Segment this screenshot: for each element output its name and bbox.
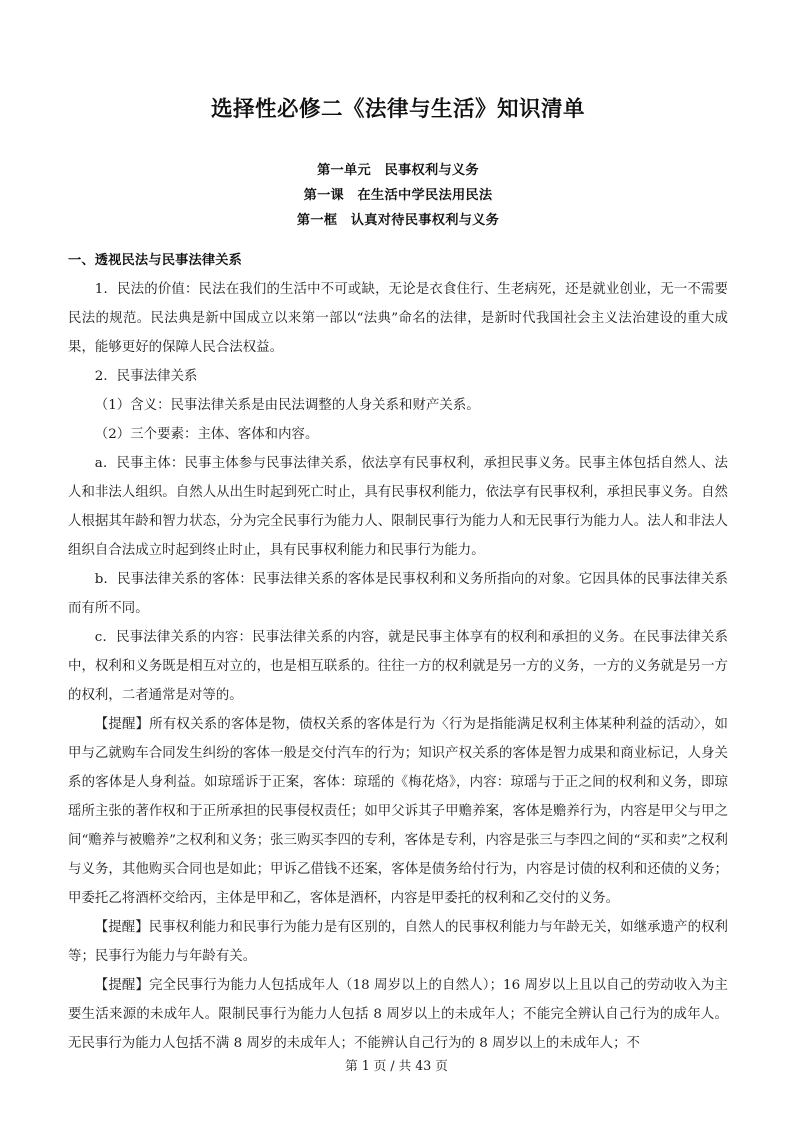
paragraph: 2．民事法律关系 (94, 368, 198, 384)
paragraph: 【提醒】所有权关系的客体是物，债权关系的客体是行为〈行为是指能满足权利主体某种利益的活动〉，如甲与乙就购车合同发生纠纷的客体一般是交付汽车的行为；知识产权关系的客体是智力成果和商业标记，人身关系的客体是人身利益。如琼瑶诉于正案，客体：琼瑶的《梅花烙》，内容：琼瑶与于正之间的权利和义务，即琼瑶所主张的著作权和于正所承担的民事侵权责任；如甲父诉其子甲赡养案，客体是赡养行为，内容是甲父与甲之间“赡养与被赡养”之权利和义务；张三购买李四的专利，客体是专利，内容是张三与李四之间的“买和卖”之权利与义务，其他购买合同也是如此；甲诉乙借钱不还案，客体是债务给付行为，内容是讨债的权利和还债的义务；甲委托乙将酒杯交给丙，主体是甲和乙，客体是酒杯，内容是甲委托的权利和乙交付的义务。 (68, 716, 728, 906)
paragraph: 1．民法的价值：民法在我们的生活中不可或缺，无论是衣食住行、生老病死，还是就业创业，无一不需要民法的规范。民法典是新中国成立以来第一部以“法典”命名的法律，是新时代我国社会主义法治建设的重大成果，能够更好的保障人民合法权益。 (68, 281, 728, 355)
paragraph: （2）三个要素：主体、客体和内容。 (94, 426, 319, 442)
heading-lesson: 第一课 在生活中学民法用民法 (303, 187, 493, 203)
heading-unit: 第一单元 民事权利与义务 (317, 162, 479, 178)
paragraph: c．民事法律关系的内容：民事法律关系的内容，就是民事主体享有的权利和承担的义务。在民事法律关系中，权利和义务既是相互对立的，也是相互联系的。往往一方的权利就是另一方的义务，一方的义务就是另一方的权利，二者通常是对等的。 (68, 629, 728, 703)
heading-block (68, 158, 728, 233)
page-footer: 第 1 页 / 共 43 页 (345, 1058, 448, 1073)
paragraph: （1）含义：民事法律关系是由民法调整的人身关系和财产关系。 (94, 397, 480, 413)
document-content (68, 0, 728, 1058)
section-heading: 一、透视民法与民事法律关系 (68, 252, 243, 268)
page-title: 选择性必修二《法律与生活》知识清单 (210, 97, 585, 122)
paragraph: 【提醒】完全民事行为能力人包括成年人（18 周岁以上的自然人）；16 周岁以上且以自己的劳动收入为主要生活来源的未成年人。限制民事行为能力人包括 8 周岁以上的未成年人；不能完全辨认自己行为的成年人。无民事行为能力人包括不满 8 周岁的未成年人；不能辨认自己行为的 8 周岁以上的未成年人；不 (68, 977, 728, 1051)
heading-frame: 第一框 认真对待民事权利与义务 (296, 212, 500, 228)
paragraph: 【提醒】民事权利能力和民事行为能力是有区别的，自然人的民事权利能力与年龄无关，如继承遗产的权利等；民事行为能力与年龄有关。 (68, 919, 728, 964)
paragraph: b．民事法律关系的客体：民事法律关系的客体是民事权利和义务所指向的对象。它因具体的民事法律关系而有所不同。 (68, 571, 728, 616)
paragraph: a．民事主体：民事主体参与民事法律关系，依法享有民事权利，承担民事义务。民事主体包括自然人、法人和非法人组织。自然人从出生时起到死亡时止，具有民事权利能力，依法享有民事权利，承担民事义务。自然人根据其年龄和智力状态，分为完全民事行为能力人、限制民事行为能力人和无民事行为能力人。法人和非法人组织自合法成立时起到终止时止，具有民事权利能力和民事行为能力。 (68, 455, 728, 558)
